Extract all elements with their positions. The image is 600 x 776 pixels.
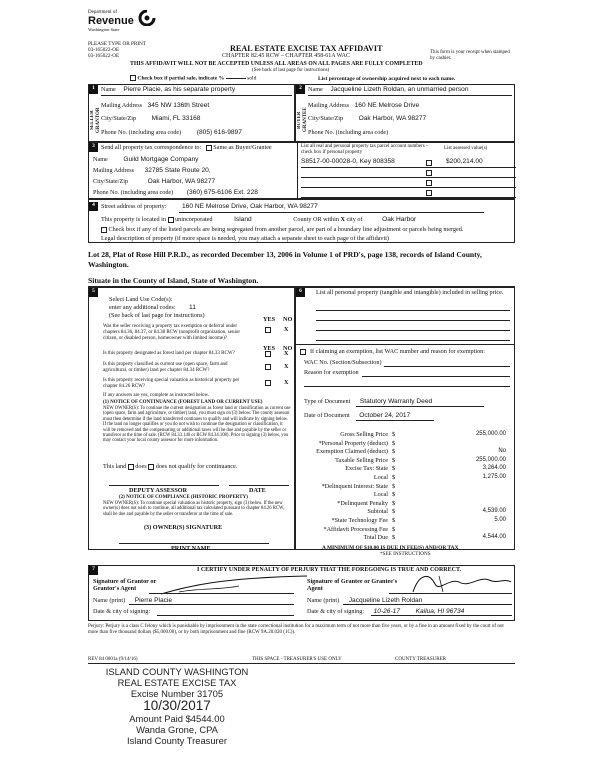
land-use-label: Select Land Use Code(s):: [109, 296, 173, 303]
tax-row-label: *Personal Property (deduct): [318, 439, 388, 447]
partial-sale-checkbox[interactable]: [130, 75, 136, 81]
dollar-sign: $: [392, 491, 396, 499]
unincorporated-label: unincorporated: [175, 216, 213, 223]
personal-property-checkbox-2[interactable]: [426, 170, 432, 176]
tax-section: [295, 287, 515, 550]
legal-description: Lot 28, Plat of Rose Hill P.R.D., as recorded December 13, 2006 in Volume 1 of PRD's, page 138, records of Island County, Washington.: [88, 250, 482, 269]
tax-row-label: Exemption Claimed (deduct): [316, 448, 388, 456]
buyer-mail-label: Mailing Address: [308, 102, 350, 109]
doc-date: October 24, 2017: [359, 412, 411, 419]
corr-name: Guild Mortgage Company: [123, 156, 199, 163]
revenue-wordmark: Revenue: [88, 15, 134, 27]
corr-mail: 32785 State Route 20,: [144, 167, 211, 174]
section-4-number: 4: [89, 202, 98, 211]
section-6-number: 6: [296, 288, 305, 297]
same-as-buyer-checkbox[interactable]: [206, 145, 212, 151]
corr-city: Oak Harbor, WA 98277: [147, 178, 216, 185]
corr-name-label: Name: [93, 156, 108, 163]
seller-phone-label: Phone No. (including area code): [101, 129, 182, 136]
correspondence-heading: Send all property tax correspondence to:: [101, 144, 202, 151]
seller-section: [88, 84, 295, 142]
personal-property-checkbox-3[interactable]: [426, 180, 432, 186]
exemption-no-mark: X: [284, 326, 289, 333]
grantor-name-label: Name (print): [93, 597, 126, 604]
deputy-assessor-label: DEPUTY ASSESSOR: [129, 487, 188, 494]
form-title: REAL ESTATE EXCISE TAX AFFIDAVIT: [230, 44, 383, 53]
sold-label: sold: [247, 75, 257, 82]
dollar-sign: $: [392, 525, 396, 533]
owner-signature-label: (3) OWNER(S) SIGNATURE: [144, 524, 223, 531]
exemption-yes-checkbox[interactable]: [265, 327, 271, 333]
unincorporated-checkbox[interactable]: [168, 217, 174, 223]
county-name: Island: [234, 216, 252, 223]
seller-mail-label: Mailing Address: [101, 102, 143, 109]
dollar-sign: $: [392, 508, 396, 516]
stamp-line-7: Island County Treasurer: [126, 734, 228, 746]
notice2-body: NEW OWNER(S): To continue special valuation as historic property, sign (3) below. If the new owner(s) does not wish to continue, all additional tax calculated pursuant to chapter 84.26 RCW, shall be due and payable by the seller or transferor at the time of sale.: [103, 501, 285, 517]
tax-table: [296, 431, 516, 543]
grantee-sig-label: Signature of Grantee or Grantee's Agent: [307, 578, 398, 593]
forest-yes-checkbox[interactable]: [265, 351, 271, 357]
seller-name-label: Name: [101, 86, 116, 93]
doc-date-label: Date of Document: [304, 412, 350, 419]
exemption-question: Was the seller receiving a property tax exemption or deferral under chapters 84.36, 84.37, or 84.38 RCW (nonprofit organization, senior citizen, or disabled person, homeowner with limited income)?: [103, 324, 241, 341]
enter-codes-label: enter any additional codes:: [109, 304, 176, 311]
section-7-number: 7: [89, 566, 98, 575]
buyer-city-label: City/State/Zip: [308, 115, 344, 122]
tax-row-value: 4,544.00: [482, 534, 506, 541]
city-name: Oak Harbor: [382, 216, 417, 223]
seller-city-label: City/State/Zip: [101, 115, 137, 122]
no-header-2: NO: [283, 345, 293, 352]
buyer-section: [295, 84, 515, 142]
does-label: does: [135, 463, 147, 470]
tax-row-label: *Delinquent Interest: State: [321, 482, 388, 490]
please-type: PLEASE TYPE OR PRINT: [88, 41, 146, 47]
dollar-sign: $: [392, 516, 396, 524]
forest-no-mark: X: [284, 350, 289, 357]
date-label: DATE: [249, 487, 266, 494]
yes-header-2: YES: [263, 345, 276, 352]
assessed-heading: List assessed value(s): [444, 146, 488, 151]
tax-row-value: 4,539.00: [482, 508, 506, 515]
dollar-sign: $: [392, 439, 396, 447]
city-of-label: city of: [346, 216, 363, 223]
corr-mail-label: Mailing Address: [93, 167, 135, 174]
revenue-logo-icon: [138, 10, 156, 26]
seller-mail: 345 NW 136th Street: [147, 102, 210, 109]
seller-phone: (805) 616-9897: [196, 129, 242, 136]
doc-type: Statutory Warranty Deed: [359, 398, 433, 405]
historic-question: Is this property receiving special valuation as historical property per chapter 84.26 RCW?: [103, 378, 240, 389]
tax-row-label: *Affidavit Processing Fee: [323, 525, 388, 533]
if-yes-label: If any answers are yes, complete as instructed below.: [103, 393, 210, 398]
tax-row-value: 255,000.00: [475, 456, 506, 463]
tax-row-value: 5.00: [494, 516, 506, 523]
grantee-date: 10-26-17: [373, 608, 401, 615]
stamp-line-4: 10/30/2017: [143, 698, 211, 714]
washington-state: Washington State: [88, 27, 120, 32]
street-address: 160 NE Melrose Drive, Oak Harbor, WA 98277: [182, 203, 318, 210]
grantor-sig-label: Signature of Grantor or Grantor's Agent: [93, 578, 157, 593]
parcel-heading: List all real and personal property tax parcel account numbers – check box if personal property: [301, 144, 429, 155]
tax-row-label: Local: [373, 491, 388, 499]
tax-row-value: No: [498, 448, 506, 455]
personal-property-label: List all personal property (tangible and intangible) included in selling price.: [316, 289, 504, 296]
reason-label: Reason for exemption: [304, 369, 359, 376]
property-section: 4 Street address of property: 160 NE Melrose Drive, Oak Harbor, WA 98277 This property is located in unincorporated Island County OR within X city of Oak Harbor Check box if any of the listed parcels are being segregated from another parcel, are part of a boundary line adjustment or parcels being merged. Legal description of property (if more space is needed, you may attach a separate sheet to each page of the affidavit): [88, 199, 515, 243]
notice2-title: (2) NOTICE OF COMPLIANCE (HISTORIC PROPERTY): [119, 495, 248, 500]
stamp-line-1: ISLAND COUNTY WASHINGTON: [105, 666, 249, 677]
grantor-date-label: Date & city of signing:: [93, 608, 151, 615]
same-as-buyer-label: Same as Buyer/Grantee: [213, 144, 272, 151]
buyer-phone-label: Phone No. (including area code): [308, 129, 389, 136]
land-use-code: 11: [189, 304, 196, 311]
seller-city: Miami, FL 33168: [151, 115, 201, 122]
treasurer-stamp: [92, 667, 262, 747]
classified-yes-checkbox[interactable]: [265, 364, 271, 370]
form-warning: THIS AFFIDAVIT WILL NOT BE ACCEPTED UNLESS ALL AREAS ON ALL PAGES ARE FULLY COMPLETED: [130, 61, 423, 67]
personal-property-checkbox-1[interactable]: [426, 160, 432, 166]
section-3-number: 3: [89, 143, 98, 152]
dollar-sign: $: [392, 456, 396, 464]
tax-row-label: Local: [373, 473, 388, 481]
form-code-2: 03-165022-OE: [88, 52, 120, 59]
buyer-name-label: Name: [308, 86, 323, 93]
certify-statement: I CERTIFY UNDER PENALTY OF PERJURY THAT THE FOREGOING IS TRUE AND CORRECT.: [197, 567, 462, 573]
legal-desc-label: Legal description of property (if more space is needed, you may attach a separate sheet to each page of the affidavit): [101, 235, 389, 242]
dollar-sign: $: [392, 465, 396, 473]
parcel-number: S8517-00-00028-0, Key 808358: [301, 158, 395, 165]
tax-row-label: Subtotal: [367, 508, 388, 516]
form-subtitle: CHAPTER 82.45 RCW – CHAPTER 458-61A WAC: [222, 53, 350, 59]
dollar-sign: $: [392, 448, 396, 456]
does-not-checkbox[interactable]: [148, 464, 154, 470]
section-2-number: 2: [296, 85, 305, 94]
segregated-label: Check box if any of the listed parcels are being segregated from another parcel, are part of a boundary line adjustment or parcels being merged.: [108, 226, 464, 233]
seller-name: Pierre Placie, as his separate property: [123, 86, 236, 93]
grantee-name-label: Name (print): [307, 597, 340, 604]
tax-row-label: *Delinquent Penalty: [337, 499, 388, 507]
located-prefix: This property is located in: [101, 216, 166, 223]
minimum-due: A MINIMUM OF $10.00 IS DUE IN FEE(S) AND/OR TAX: [322, 545, 459, 551]
stamp-line-2: REAL ESTATE EXCISE TAX: [117, 676, 237, 688]
yes-header-1: YES: [263, 316, 276, 323]
buyer-city: Oak Harbor, WA 98277: [358, 115, 427, 122]
list-percentage: List percentage of ownership acquired next to each name.: [318, 76, 456, 82]
rev-code: REV 84 0001a (9/14/16): [88, 657, 138, 662]
dollar-sign: $: [392, 482, 396, 490]
tax-row-label: Gross Selling Price: [340, 431, 388, 438]
see-instructions-note: *SEE INSTRUCTIONS: [380, 551, 431, 557]
tax-row-label: Excise Tax: State: [345, 465, 388, 473]
tax-row-value: 3,264.00: [482, 465, 506, 472]
grantee-name: Jacqueline Lizeth Roldan: [348, 597, 423, 604]
dollar-sign: $: [392, 499, 396, 507]
doc-type-label: Type of Document: [304, 398, 351, 405]
personal-property-checkbox-4[interactable]: [426, 190, 432, 196]
corr-city-label: City/State/Zip: [93, 178, 129, 185]
notice1-title: (1) NOTICE OF CONTINUANCE (FOREST LAND OR CURRENT USE): [103, 400, 263, 405]
situate-line: Situate in the County of Island, State of Washington.: [88, 276, 259, 285]
does-checkbox[interactable]: [128, 464, 134, 470]
revenue-logo: [88, 10, 158, 40]
county-treasurer: COUNTY TREASURER: [395, 657, 446, 662]
dollar-sign: $: [392, 534, 396, 542]
claim-exemption-label: If claiming an exemption, list WAC number and reason for exemption:: [310, 348, 485, 355]
claim-exemption-checkbox[interactable]: [300, 349, 306, 355]
classified-no-mark: X: [284, 363, 289, 370]
section-1-number: 1: [89, 85, 98, 94]
stamp-line-5: Amount Paid $4544.00: [129, 713, 225, 725]
land-use-section: [88, 287, 295, 550]
grantee-date-label: Date & city of signing:: [307, 608, 365, 615]
print-name-label: PRINT NAME: [171, 545, 211, 552]
wac-label: WAC No. (Section/Subsection): [304, 359, 382, 366]
this-land-label: This land: [103, 463, 127, 470]
dollar-sign: $: [392, 431, 396, 438]
tax-row-label: Taxable Selling Price: [335, 456, 388, 464]
buyer-name: Jacqueline Lizeth Roldan, an unmarried person: [330, 86, 469, 93]
county-or-label: County OR within: [293, 216, 339, 223]
notice1-body: NEW OWNER(S): To continue the current designation as forest land or classification as current use (open space, farm and agriculture, or timber) land, you must sign on (3) below. The county assessor must then determine if the land transferred continues to qualify and will indicate by signing below. If the land no longer qualifies or you do not wish to continue the designation or classification, it will be removed and the compensating or additional taxes will be due and payable by the seller or transferor at the time of sale. (RCW 84.33.140 or RCW 84.34.108). Prior to signing (3) below, you may contact your local county assessor for more information.: [103, 406, 291, 444]
corr-phone-label: Phone No. (including area code): [93, 189, 174, 196]
section-5-number: 5: [89, 288, 98, 297]
grantor-name: Pierre Placie: [134, 597, 173, 604]
see-back-label: (See back of last page for instructions): [109, 312, 205, 319]
form-code-1: 03-165022-OE: [88, 46, 120, 53]
perjury-notice: Perjury: Perjury is a class C felony which is punishable by imprisonment in the state correctional institution for a maximum term of not more than five years, or by a fine in an amount fixed by the court of not more than five thousand dollars ($5,000.00), or by both imprisonment and fine (RCW 9A.20.020 (1C)).: [88, 624, 504, 635]
dollar-sign: $: [392, 473, 396, 481]
buyer-side-label: BUYER GRANTEE: [297, 107, 308, 133]
dept-of: Department of: [88, 10, 118, 15]
classified-question: Is this property classified as current use (open space, farm and agricultural, or timber) land per chapter 84.34 RCW?: [103, 362, 228, 373]
see-instructions: (See back of last page for instructions): [252, 68, 330, 73]
seller-side-label: SELLER GRANTOR: [90, 107, 101, 133]
certification-section: [88, 565, 515, 621]
no-header-1: NO: [283, 316, 293, 323]
partial-sale-label: Check box if partial sale, indicate %: [137, 75, 225, 82]
receipt-note: This form is your receipt when stamped by cashier.: [430, 50, 510, 61]
does-not-label: does not qualify for continuance.: [155, 463, 238, 470]
assessed-value: $200,214.00: [446, 158, 483, 165]
street-label: Street address of property:: [101, 203, 167, 210]
forest-question: Is this property designated as forest land per chapter 84.33 RCW?: [103, 351, 235, 356]
corr-phone: (360) 675-6106 Ext. 228: [186, 189, 258, 196]
tax-row-value: 255,000.00: [475, 431, 506, 437]
historic-no-mark: X: [284, 379, 289, 386]
tax-row-value: 1,275.00: [482, 473, 506, 480]
stamp-line-3: Excise Number 31705: [130, 687, 224, 699]
buyer-mail: 160 NE Melrose Drive: [354, 102, 420, 109]
correspondence-section: [88, 142, 515, 199]
historic-yes-checkbox[interactable]: [265, 380, 271, 386]
grantee-city: Kailua, HI 96734: [415, 608, 465, 615]
segregated-checkbox[interactable]: [101, 227, 107, 233]
tax-row-label: *State Technology Fee: [331, 516, 388, 524]
stamp-line-6: Wanda Grone, CPA: [136, 724, 218, 736]
tax-row-label: Total Due: [363, 534, 388, 542]
treasurer-use: THIS SPACE - TREASURER'S USE ONLY: [252, 657, 342, 662]
